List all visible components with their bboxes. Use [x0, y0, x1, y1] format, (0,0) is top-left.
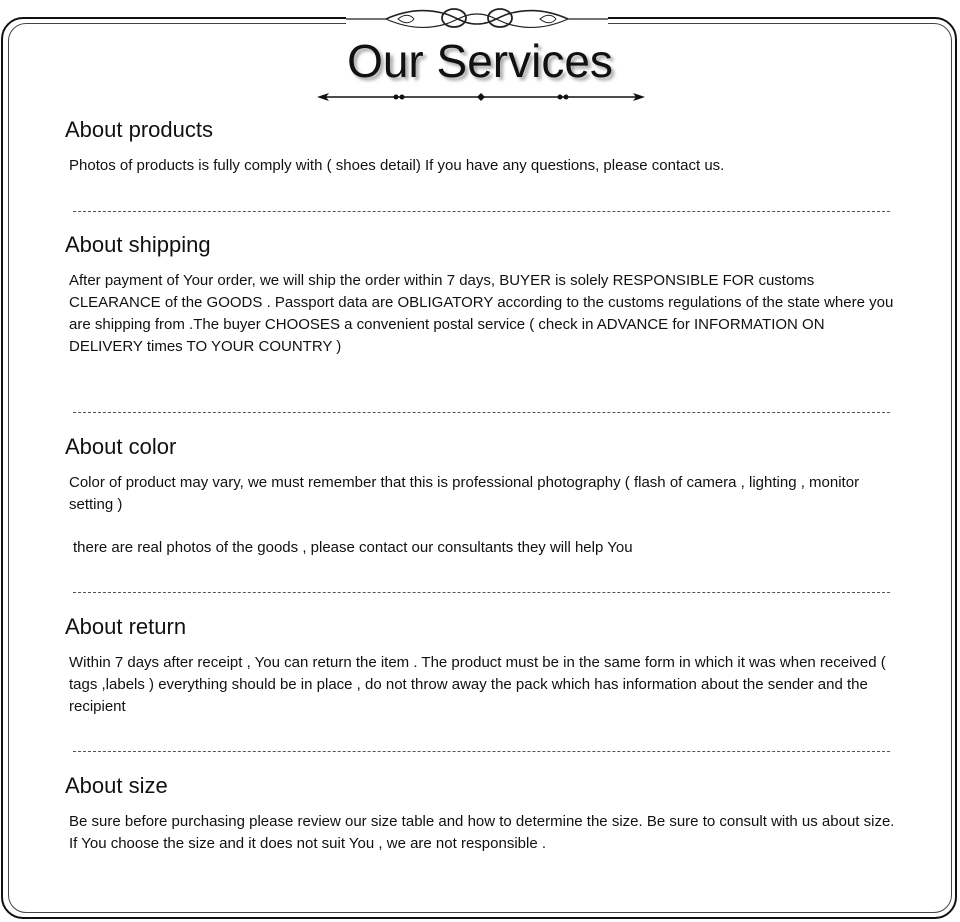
section-heading-products: About products: [65, 117, 213, 142]
section-divider: [73, 211, 890, 212]
section-text-return: Within 7 days after receipt , You can return the item . The product must be in the same form in which it was when received ( tags ,labels ) everything should be in place , do not throw away the pack which has information about the sender and the recipient: [69, 654, 886, 715]
section-heading-shipping: About shipping: [65, 232, 211, 257]
page-title: Our Services: [347, 35, 613, 87]
section-text-color-note: there are real photos of the goods , please contact our consultants they will help You: [73, 539, 633, 556]
arrow-divider-ornament-icon: [315, 88, 647, 106]
section-text-color: Color of product may vary, we must remember that this is professional photography ( flash of camera , lighting , monitor setting ): [69, 474, 860, 513]
section-heading-color: About color: [65, 434, 177, 459]
section-text-size: Be sure before purchasing please review our size table and how to determine the size. Be sure to consult with us about size. If You choose the size and it does not suit You , we are not responsible .: [69, 813, 895, 852]
section-heading-return: About return: [65, 614, 187, 639]
section-divider: [73, 412, 890, 413]
flourish-ornament-icon: [346, 2, 608, 36]
section-heading-size: About size: [65, 773, 168, 798]
section-divider: [73, 751, 890, 752]
section-text-products: Photos of products is fully comply with ( shoes detail) If you have any questions, please contact us.: [69, 157, 725, 174]
section-text-shipping: After payment of Your order, we will ship the order within 7 days, BUYER is solely RESPONSIBLE FOR customs CLEARANCE of the GOODS . Passport data are OBLIGATORY according to the customs regulations of the state where you are shipping from .The buyer CHOOSES a convenient postal service ( check in ADVANCE for INFORMATION ON DELIVERY times TO YOUR COUNTRY ): [69, 272, 894, 355]
section-divider: [73, 592, 890, 593]
